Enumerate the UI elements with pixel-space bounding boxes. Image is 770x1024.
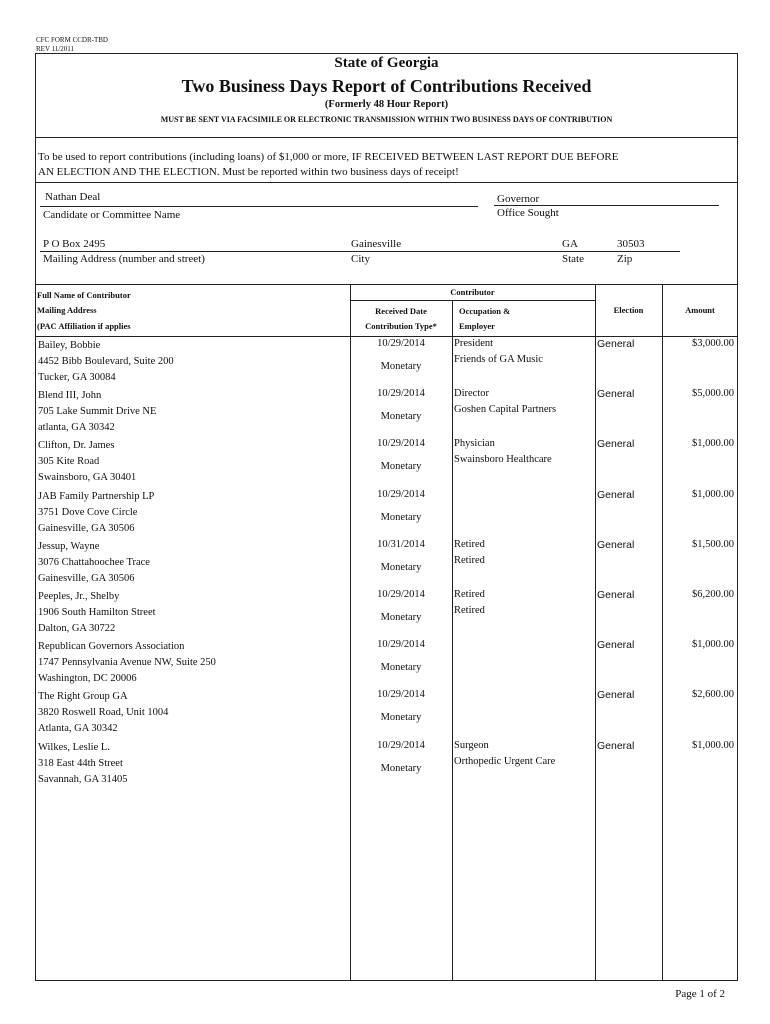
amount: $3,000.00 <box>692 338 734 349</box>
city-label: City <box>351 253 370 265</box>
contributor-name: Wilkes, Leslie L. <box>38 741 110 753</box>
contribution-type: Monetary <box>380 762 422 774</box>
amount: $6,200.00 <box>692 589 734 600</box>
contributor-name: Republican Governors Association <box>38 641 185 653</box>
election: General <box>597 388 635 401</box>
contribution-type: Monetary <box>380 561 422 573</box>
contributor-name: Peeples, Jr., Shelby <box>38 591 120 602</box>
amount: $1,000.00 <box>692 438 734 450</box>
col-divider <box>595 284 596 981</box>
contributor-address-line1: 4452 Bibb Boulevard, Suite 200 <box>38 356 174 367</box>
contribution-type: Monetary <box>380 511 422 523</box>
received-date: 10/29/2014 <box>377 438 425 450</box>
contributor-address-line1: 318 East 44th Street <box>38 757 123 769</box>
contributor-address-line2: Gainesville, GA 30506 <box>38 572 135 584</box>
election: General <box>597 689 635 702</box>
divider <box>35 182 738 183</box>
report-subtitle: (Formerly 48 Hour Report) <box>324 99 449 110</box>
col-occupation: Occupation & <box>459 306 511 316</box>
instructions-line-2: AN ELECTION AND THE ELECTION. Must be reported within two business days of receipt! <box>38 166 459 178</box>
divider <box>35 137 738 138</box>
employer: Friends of GA Music <box>454 354 543 365</box>
col-divider <box>452 300 453 981</box>
employer: Retired <box>454 554 485 566</box>
amount: $1,000.00 <box>692 739 734 751</box>
col-election: Election <box>613 305 644 315</box>
employer: Goshen Capital Partners <box>454 404 557 416</box>
col-full-name: Full Name of Contributor <box>37 290 131 300</box>
zip-label: Zip <box>617 253 633 265</box>
zip: 30503 <box>617 238 645 250</box>
instructions-line-1: To be used to report contributions (including loans) of $1,000 or more, IF RECEIVED BETWEEN LAST REPORT DUE BEFORE <box>38 151 619 163</box>
occupation: President <box>454 338 494 349</box>
mailing-address-label: Mailing Address (number and street) <box>43 253 205 265</box>
col-mailing: Mailing Address <box>37 305 97 315</box>
mailing-address: P O Box 2495 <box>43 238 106 250</box>
field-underline <box>40 206 478 207</box>
form-id <box>36 36 108 54</box>
contribution-type: Monetary <box>380 461 422 473</box>
received-date: 10/29/2014 <box>377 488 425 500</box>
election: General <box>597 438 635 451</box>
amount: $5,000.00 <box>692 388 734 400</box>
contributor-address-line2: atlanta, GA 30342 <box>38 422 115 434</box>
contributor-address-line2: Savannah, GA 31405 <box>38 773 128 785</box>
amount: $1,500.00 <box>692 538 734 550</box>
contributor-name: JAB Family Partnership LP <box>38 490 155 502</box>
contribution-type: Monetary <box>380 361 422 372</box>
received-date: 10/29/2014 <box>377 639 425 651</box>
amount: $2,600.00 <box>692 689 734 701</box>
candidate-name: Nathan Deal <box>45 191 101 203</box>
received-date: 10/29/2014 <box>377 689 425 701</box>
col-pac: (PAC Affiliation if applies <box>37 321 131 331</box>
election: General <box>597 338 635 350</box>
occupation: Surgeon <box>454 739 489 751</box>
election: General <box>597 488 635 501</box>
instructions <box>38 150 728 180</box>
divider <box>35 284 738 285</box>
col-received-date: Received Date <box>375 306 427 316</box>
col-amount: Amount <box>685 305 715 315</box>
office-sought-label: Office Sought <box>497 207 559 219</box>
contributor-name: Jessup, Wayne <box>38 540 100 552</box>
contribution-type: Monetary <box>380 411 422 423</box>
contributor-name: The Right Group GA <box>38 691 128 703</box>
contribution-type: Monetary <box>380 712 422 724</box>
candidate-name-label: Candidate or Committee Name <box>43 209 181 221</box>
contributor-address-line2: Dalton, GA 30722 <box>38 623 116 634</box>
city: Gainesville <box>351 238 402 250</box>
received-date: 10/31/2014 <box>377 538 425 550</box>
contribution-type: Monetary <box>380 612 422 623</box>
contributor-address-line1: 705 Lake Summit Drive NE <box>38 406 157 418</box>
election: General <box>597 739 635 752</box>
contributor-address-line1: 3076 Chattahoochee Trace <box>38 556 150 568</box>
state: GA <box>562 238 578 250</box>
header-divider <box>350 300 595 301</box>
transmission-notice: MUST BE SENT VIA FACSIMILE OR ELECTRONIC TRANSMISSION WITHIN TWO BUSINESS DAYS OF CONTRIBUTION <box>160 115 613 124</box>
received-date: 10/29/2014 <box>377 739 425 751</box>
election: General <box>597 589 635 601</box>
contributor-address-line2: Gainesville, GA 30506 <box>38 522 135 534</box>
page-number: Page 1 of 2 <box>675 988 725 1000</box>
contributor-address-line1: 3751 Dove Cove Circle <box>38 506 138 518</box>
state-title: State of Georgia <box>334 55 439 71</box>
office-sought: Governor <box>497 193 540 205</box>
col-employer: Employer <box>459 321 495 331</box>
received-date: 10/29/2014 <box>377 589 425 600</box>
received-date: 10/29/2014 <box>377 338 425 349</box>
contributor-address-line2: Washington, DC 20006 <box>38 673 137 685</box>
contributor-address-line2: Swainsboro, GA 30401 <box>38 472 137 484</box>
occupation: Retired <box>454 538 485 550</box>
amount: $1,000.00 <box>692 639 734 651</box>
employer: Swainsboro Healthcare <box>454 454 552 466</box>
state-label: State <box>562 253 584 265</box>
contributor-name: Bailey, Bobbie <box>38 340 101 351</box>
contributor-address-line1: 1906 South Hamilton Street <box>38 607 156 618</box>
election: General <box>597 639 635 652</box>
contributor-address-line1: 1747 Pennsylvania Avenue NW, Suite 250 <box>38 657 216 669</box>
occupation: Director <box>454 388 489 400</box>
contributor-name: Blend III, John <box>38 390 102 402</box>
amount: $1,000.00 <box>692 488 734 500</box>
contributor-address-line2: Atlanta, GA 30342 <box>38 723 118 735</box>
form-revision: REV 11/2011 <box>36 45 75 53</box>
col-contributor: Contributor <box>450 287 495 297</box>
employer: Retired <box>454 605 485 616</box>
form-number: CFC FORM CCDR-TBD <box>36 36 108 44</box>
col-contribution-type: Contribution Type* <box>365 321 437 331</box>
contribution-type: Monetary <box>380 662 422 674</box>
contributor-address-line1: 3820 Roswell Road, Unit 1004 <box>38 707 169 719</box>
employer: Orthopedic Urgent Care <box>454 755 556 767</box>
report-title: Two Business Days Report of Contributions Received <box>181 76 592 96</box>
election: General <box>597 538 635 551</box>
contributor-name: Clifton, Dr. James <box>38 440 115 452</box>
field-underline <box>494 205 719 206</box>
occupation: Physician <box>454 438 495 450</box>
contributor-address-line2: Tucker, GA 30084 <box>38 372 116 383</box>
field-underline <box>40 251 680 252</box>
occupation: Retired <box>454 589 485 600</box>
contributor-address-line1: 305 Kite Road <box>38 456 100 468</box>
received-date: 10/29/2014 <box>377 388 425 400</box>
